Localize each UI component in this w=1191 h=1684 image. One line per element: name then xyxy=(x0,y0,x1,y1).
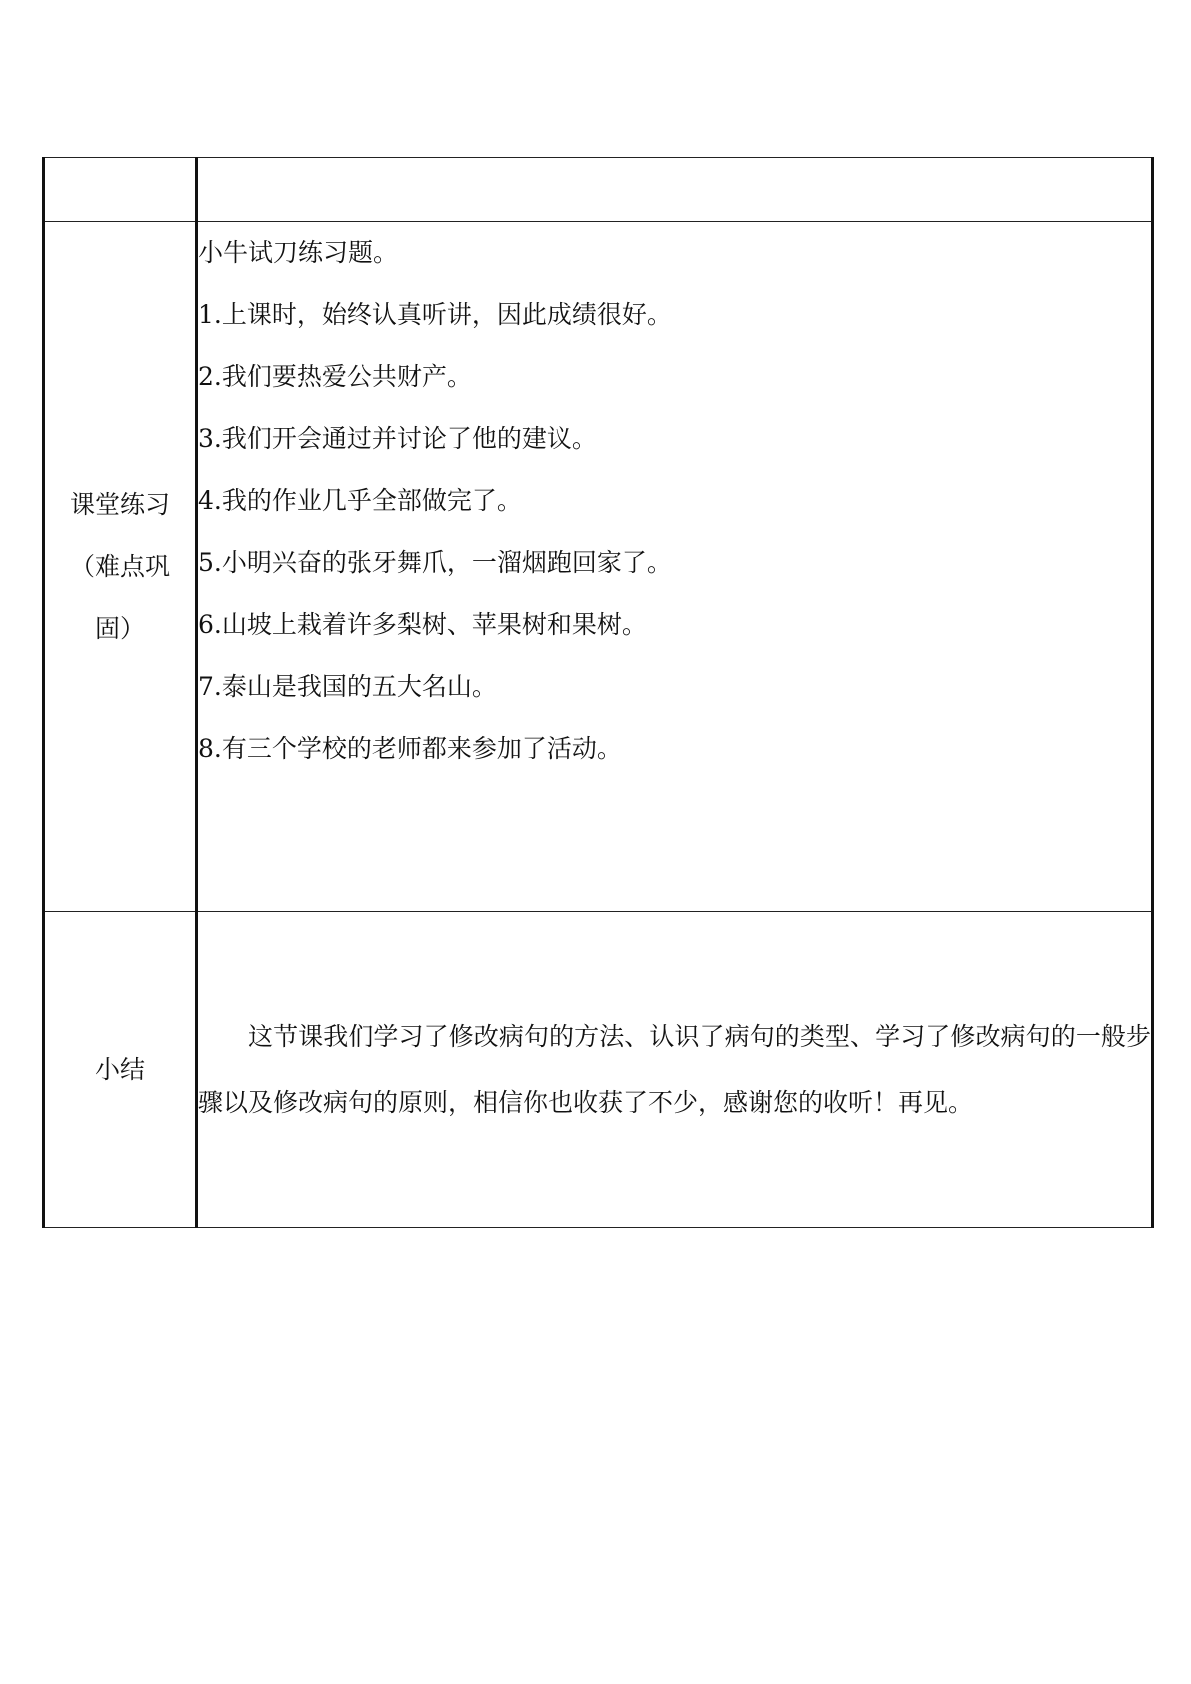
summary-label-cell xyxy=(44,912,197,1228)
summary-text: 这节课我们学习了修改病句的方法、认识了病句的类型、学习了修改病句的一般步骤以及修改病句的原则，相信你也收获了不少，感谢您的收听！再见。 xyxy=(198,1021,1151,1117)
exercise-item: 3.我们开会通过并讨论了他的建议。 xyxy=(198,424,597,453)
exercise-section-label: 课堂练习（难点巩固） xyxy=(69,489,170,643)
exercise-item: 1.上课时，始终认真听讲，因此成绩很好。 xyxy=(198,300,672,329)
table-row-summary xyxy=(44,912,1153,1228)
exercise-content-cell xyxy=(197,222,1153,912)
exercise-item: 8.有三个学校的老师都来参加了活动。 xyxy=(198,734,622,763)
exercise-item: 5.小明兴奋的张牙舞爪，一溜烟跑回家了。 xyxy=(198,548,672,577)
exercise-label-cell xyxy=(44,222,197,912)
empty-content-cell xyxy=(197,158,1153,222)
exercise-item: 4.我的作业几乎全部做完了。 xyxy=(198,486,522,515)
table-row-exercise xyxy=(44,222,1153,912)
summary-content-cell xyxy=(197,912,1153,1228)
table-row-empty xyxy=(44,158,1153,222)
exercise-item: 7.泰山是我国的五大名山。 xyxy=(198,672,497,701)
exercise-item: 2.我们要热爱公共财产。 xyxy=(198,362,472,391)
exercise-item: 6.山坡上栽着许多梨树、苹果树和果树。 xyxy=(198,610,647,639)
lesson-plan-table xyxy=(42,157,1154,1228)
exercise-title: 小牛试刀练习题。 xyxy=(198,238,399,267)
summary-section-label: 小结 xyxy=(94,1054,145,1084)
empty-label-cell xyxy=(44,158,197,222)
